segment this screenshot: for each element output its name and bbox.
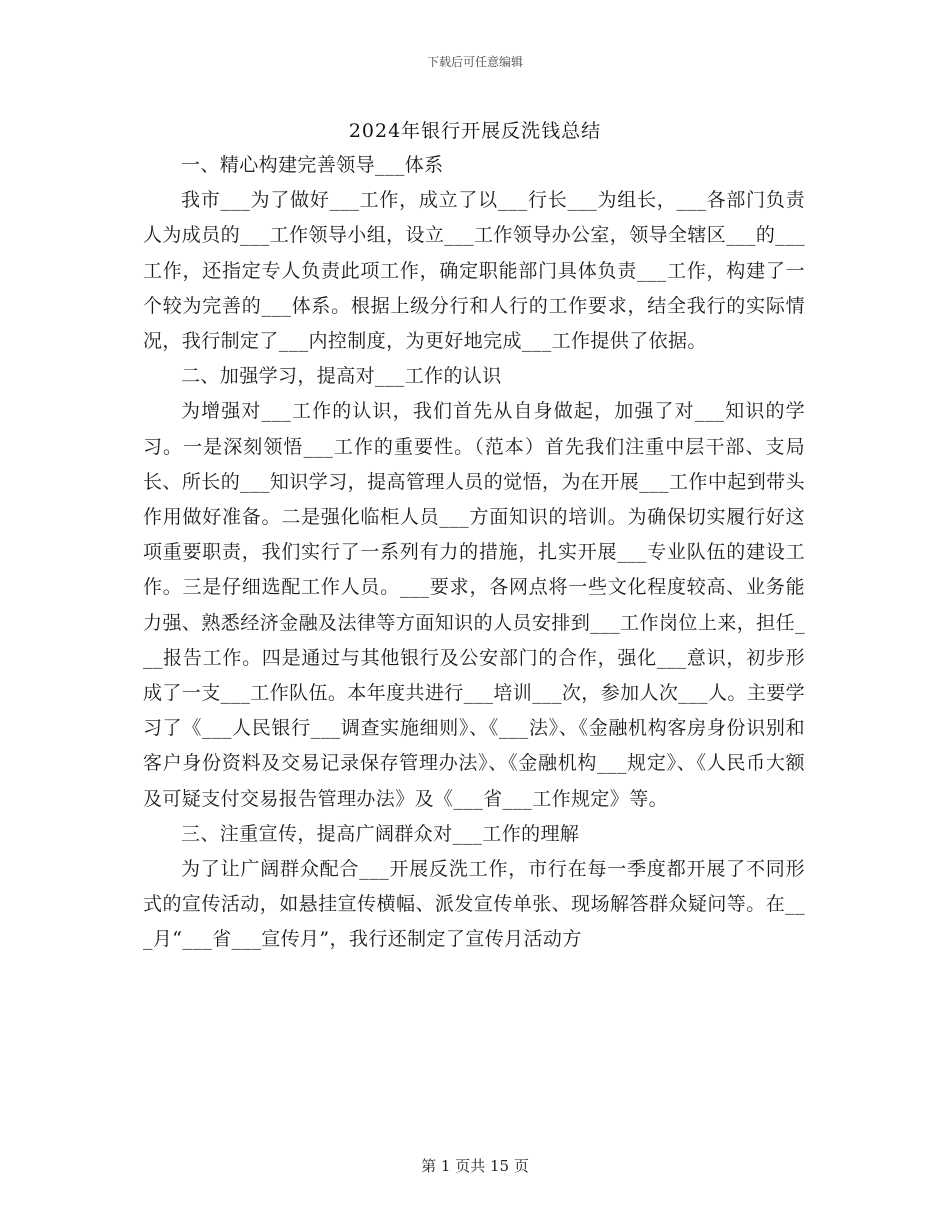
- document-body: [143, 148, 805, 958]
- section-paragraph-3: 为了让广阔群众配合___开展反洗工作，市行在每一季度都开展了不同形式的宣传活动，如悬挂宣传横幅、派发宣传单张、现场解答群众疑问等。在___月“___省___宣传月”，我行还制定了宣传月活动方: [143, 858, 805, 951]
- section-heading-3: 三、注重宣传，提高广阔群众对___工作的理解: [181, 822, 580, 845]
- page-header-note: 下载后可任意编辑: [426, 55, 523, 69]
- section-paragraph-1: 我市___为了做好___工作，成立了以___行长___为组长，___各部门负责人为成员的___工作领导小组，设立___工作领导办公室，领导全辖区___的___工作，还指定专人负责此项工作，确定职能部门具体负责___工作，构建了一个较为完善的___体系。根据上级分行和人行的工作要求，结全我行的实际情况，我行制定了___内控制度，为更好地完成___工作提供了依据。: [143, 189, 806, 353]
- document-title: 2024年银行开展反洗钱总结: [348, 120, 602, 142]
- section-paragraph-2: 为增强对___工作的认识，我们首先从自身做起，加强了对___知识的学习。一是深刻领悟___工作的重要性。（范本）首先我们注重中层干部、支局长、所长的___知识学习，提高管理人员的觉悟，为在开展___工作中起到带头作用做好准备。二是强化临柜人员___方面知识的培训。为确保切实履行好这项重要职责，我们实行了一系列有力的措施，扎实开展___专业队伍的建设工作。三是仔细选配工作人员。___要求，各网点将一些文化程度较高、业务能力强、熟悉经济金融及法律等方面知识的人员安排到___工作岗位上来，担任___报告工作。四是通过与其他银行及公安部门的合作，强化___意识，初步形成了一支___工作队伍。本年度共进行___培训___次，参加人次___人。主要学习了《___人民银行___调查实施细则》、《___法》、《金融机构客房身份识别和客户身份资料及交易记录保存管理办法》、《金融机构___规定》、《人民币大额及可疑支付交易报告管理办法》及《___省___工作规定》等。: [143, 400, 806, 810]
- section-heading-2: 二、加强学习，提高对___工作的认识: [181, 365, 502, 388]
- page-number: 第 1 页共 15 页: [421, 1157, 529, 1175]
- section-heading-1: 一、精心构建完善领导___体系: [181, 154, 444, 176]
